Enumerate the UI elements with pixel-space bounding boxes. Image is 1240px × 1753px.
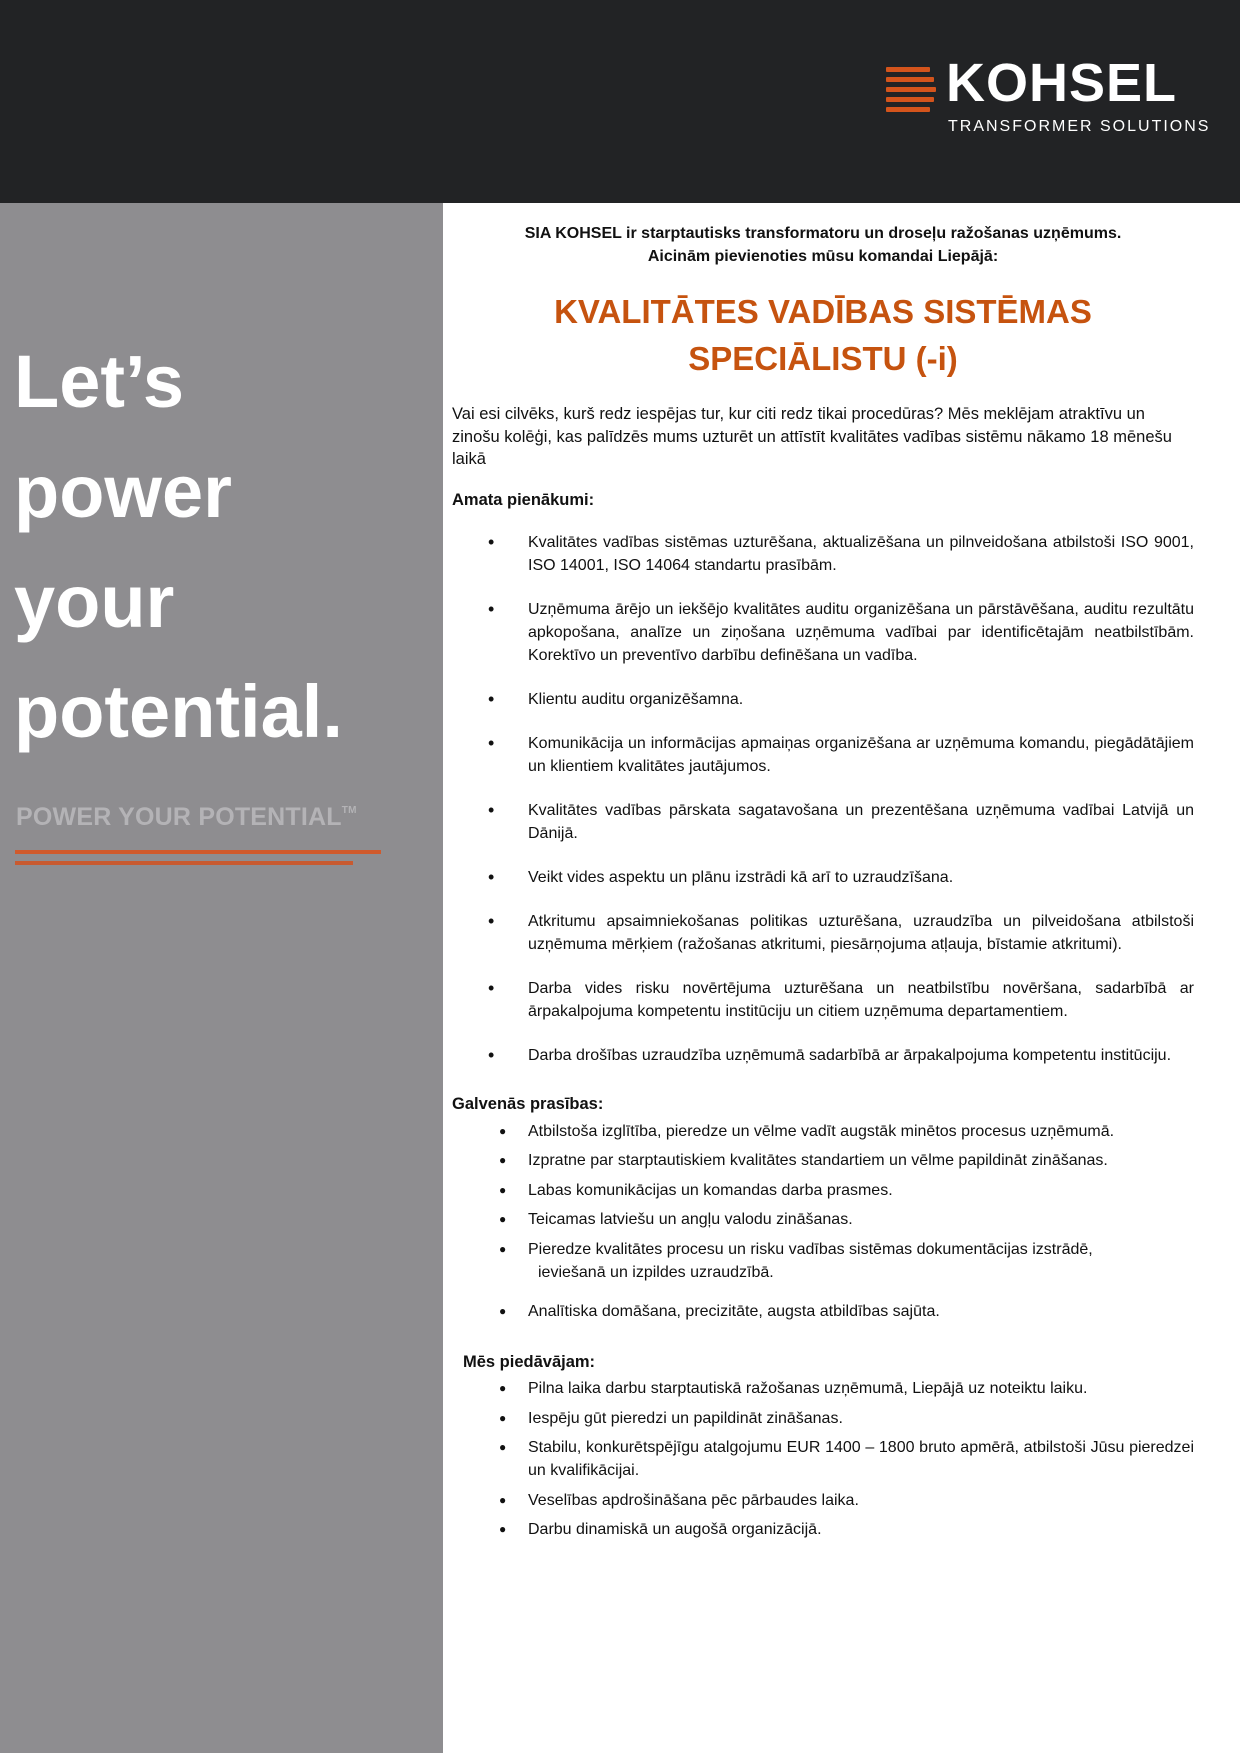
job-title-line: SPECIĀLISTU (-i) <box>688 340 958 377</box>
list-item: • Kvalitātes vadības pārskata sagatavošana un prezentēšana uzņēmuma vadībai Latvijā un Dānijā. <box>452 799 1194 845</box>
list-item: ● Darbu dinamiskā un augošā organizācijā. <box>452 1518 1194 1541</box>
tagline-underline <box>15 850 381 854</box>
requirements-heading: Galvenās prasības: <box>452 1095 604 1113</box>
list-item: • Kvalitātes vadības sistēmas uzturēšana, aktualizēšana un pilnveidošana atbilstoši ISO 9001, ISO 14001, ISO 14064 standartu prasībām. <box>452 531 1194 577</box>
sidebar-panel <box>0 203 443 1753</box>
tagline-underline <box>15 861 353 865</box>
list-item: • Komunikācija un informācijas apmaiņas organizēšana ar uzņēmuma komandu, piegādātājiem un klientiem kvalitātes jautājumos. <box>452 732 1194 778</box>
list-item: • Darba drošības uzraudzība uzņēmumā sadarbībā ar ārpakalpojuma kompetentu institūciju. <box>452 1044 1194 1067</box>
job-title <box>452 288 1194 382</box>
list-item-text: Pieredze kvalitātes procesu un risku vadības sistēmas dokumentācijas izstrādē, <box>528 1240 1093 1258</box>
tagline <box>16 803 357 832</box>
list-item: ● Iespēju gūt pieredzi un papildināt zināšanas. <box>452 1407 1194 1430</box>
list-item: ● Izpratne par starptautiskiem kvalitātes standartiem un vēlme papildināt zināšanas. <box>452 1149 1194 1172</box>
duties-list <box>452 531 1194 1067</box>
slogan-line: Let’s <box>14 340 184 423</box>
list-item: ● Pilna laika darbu starptautiskā ražošanas uzņēmumā, Liepājā uz noteiktu laiku. <box>452 1377 1194 1400</box>
offer-list <box>452 1377 1194 1541</box>
list-item: ● Teicamas latviešu un angļu valodu zināšanas. <box>452 1208 1194 1231</box>
company-intro-line: SIA KOHSEL ir starptautisks transformatoru un droseļu ražošanas uzņēmums. <box>524 225 1122 242</box>
list-item: • Uzņēmuma ārējo un iekšējo kvalitātes auditu organizēšana un pārstāvēšana, auditu rezultātu apkopošana, analīze un ziņošana uzņēmuma vadībai par identificētajām neatbilstībām. Korektīvo un preventīvo darbību definēšana un vadība. <box>452 598 1194 667</box>
list-item: ● Labas komunikācijas un komandas darba prasmes. <box>452 1179 1194 1202</box>
list-item: ● Stabilu, konkurētspējīgu atalgojumu EUR 1400 – 1800 bruto apmērā, atbilstoši Jūsu pieredzei un kvalifikācijai. <box>452 1436 1194 1482</box>
trademark-mark: TM <box>341 805 357 816</box>
list-item: ● Veselības apdrošināšana pēc pārbaudes laika. <box>452 1489 1194 1512</box>
kohsel-logo <box>886 53 1211 140</box>
slogan-line: power <box>14 450 232 533</box>
logo-stripes-icon <box>886 67 936 111</box>
logo-subtitle: TRANSFORMER SOLUTIONS <box>948 118 1211 135</box>
company-intro <box>452 222 1194 268</box>
company-intro-line: Aicinām pievienoties mūsu komandai Liepājā: <box>647 248 999 265</box>
list-item: ● Atbilstoša izglītība, pieredze un vēlme vadīt augstāk minētos procesus uzņēmumā. <box>452 1120 1194 1143</box>
list-item: • Darba vides risku novērtējuma uzturēšana un neatbilstību novēršana, sadarbībā ar ārpakalpojuma kompetentu institūciju un citiem uzņēmuma departamentiem. <box>452 977 1194 1023</box>
list-item: • Atkritumu apsaimniekošanas politikas uzturēšana, uzraudzība un pilveidošana atbilstoši uzņēmuma mērķiem (ražošanas atkritumi, piesārņojuma atļauja, bīstamie atkritumi). <box>452 910 1194 956</box>
job-posting-content <box>452 222 1194 1548</box>
slogan-line: your <box>14 560 175 643</box>
tagline-text: POWER YOUR POTENTIAL <box>16 803 342 831</box>
list-item-text: ieviešanā un izpildes uzraudzībā. <box>538 1263 774 1281</box>
list-item: • Klientu auditu organizēšamna. <box>452 688 1194 711</box>
logo-name: KOHSEL <box>946 53 1178 113</box>
lead-paragraph: Vai esi cilvēks, kurš redz iespējas tur, kur citi redz tikai procedūras? Mēs meklējam atraktīvu un zinošu kolēģi, kas palīdzēs mums uzturēt un attīstīt kvalitātes vadības sistēmu nākamo 18 mēnešu laikā <box>452 405 1172 468</box>
list-item <box>452 1238 1194 1284</box>
slogan <box>14 327 434 767</box>
header-banner <box>0 0 1240 203</box>
job-title-line: KVALITĀTES VADĪBAS SISTĒMAS <box>554 293 1092 330</box>
requirements-list <box>452 1120 1194 1323</box>
offer-heading: Mēs piedāvājam: <box>463 1352 596 1371</box>
duties-heading: Amata pienākumi: <box>452 490 595 509</box>
list-item: • Veikt vides aspektu un plānu izstrādi kā arī to uzraudzīšana. <box>452 866 1194 889</box>
list-item: ● Analītiska domāšana, precizitāte, augsta atbildības sajūta. <box>452 1300 1194 1323</box>
slogan-line: potential. <box>14 670 343 753</box>
